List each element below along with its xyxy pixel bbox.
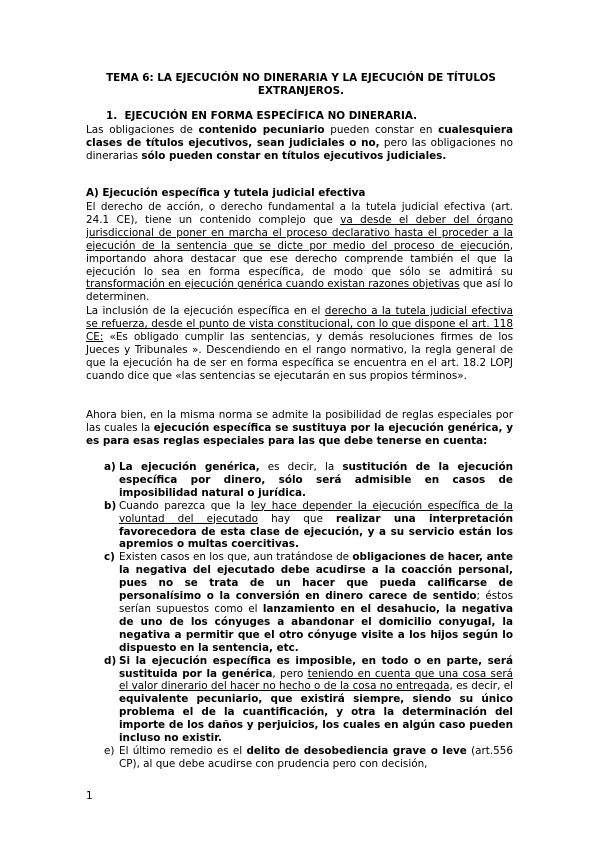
text-run: (art.556 CP), al que debe acudirse con prudencia pero con decisión, xyxy=(119,744,513,770)
bold-run: realizar una interpretación favorecedora de esta clase de ejecución, y a su servicio están los apremios o multas coercitivas. xyxy=(119,512,513,551)
text-run: es decir, la xyxy=(259,461,343,473)
title-line-1: TEMA 6: LA EJECUCIÓN NO DINERARIA Y LA EJECUCIÓN DE TÍTULOS xyxy=(106,72,496,84)
text-run: «Es obligado cumplir las sentencias, y demás resoluciones firmes de los Jueces y Tribunales ». Descendiendo en el rango normativo, la regla general de que la ejecución ha de ser en forma específica se encuentra en el art. 18.2 LOPJ cuando dice que «las sentencias se ejecutarán en sus propios términos». xyxy=(86,330,513,382)
text-run: , es decir, el xyxy=(449,680,513,693)
list-item-c xyxy=(104,551,513,654)
text-run: , pero xyxy=(272,667,308,680)
list-label: a) xyxy=(104,461,116,473)
text-run: El derecho de acción, o derecho fundamental a la tutela judicial efectiva (art. 24.1 CE), tiene un contenido complejo que xyxy=(86,201,513,226)
section-a-paragraph-1 xyxy=(86,201,513,304)
title-line-2: EXTRANJEROS. xyxy=(257,85,345,97)
list-item-e xyxy=(104,745,513,771)
list-item-a xyxy=(104,461,513,500)
page-number: 1 xyxy=(86,790,93,802)
list-label: e) xyxy=(104,744,115,757)
text-run: Las obligaciones de xyxy=(86,124,199,136)
list-label: b) xyxy=(104,499,117,512)
text-run: pero las obligaciones no dinerarias xyxy=(86,136,514,162)
bold-run: lanzamiento en el desahucio, la negativa de uno de los cónyuges a abandonar el domicilio conyugal, la negativa a permitir que el otro cónyuge visite a los hijos según lo dispuesto en la sentencia, etc. xyxy=(119,602,514,654)
section-a-heading: A) Ejecución específica y tutela judicial efectiva xyxy=(86,187,366,199)
text-run: Cuando parezca que la xyxy=(119,499,251,512)
bold-run: obligaciones de hacer, ante la negativa del ejecutado debe acudirse a la coacción personal, pues no se trata de un hacer que pueda calificarse de personalísimo o la conversión en dinero carece de sentido xyxy=(119,551,514,603)
underlined-run: transformación en ejecución genérica cuando existan razones objetivas xyxy=(86,278,460,291)
underlined-run: teniendo en cuenta que una cosa será el valor dinerario del hacer no hecho o de la cosa no entregada xyxy=(119,667,513,693)
list-item-b xyxy=(104,500,513,552)
text-run: La inclusión de la ejecución específica en el xyxy=(86,305,325,317)
list-label: d) xyxy=(104,654,117,667)
rules-list xyxy=(104,461,513,771)
list-label: c) xyxy=(104,551,115,564)
text-run: pueden constar en xyxy=(324,124,439,136)
text-run: Existen casos en los que, aun tratándose de xyxy=(119,551,353,564)
text-run: Ahora bien, en la misma norma se admite la posibilidad de reglas especiales por las cuales la xyxy=(86,409,513,434)
section-1-number: 1. xyxy=(106,110,118,122)
paragraph-special-rules xyxy=(86,409,513,448)
underlined-run: derecho a la tutela judicial efectiva se refuerza, desde el punto de vista constitucional, con lo que dispone el art. 118 CE: xyxy=(86,305,513,343)
list-item-d xyxy=(104,655,513,745)
underlined-run: va desde el deber del órgano jurisdiccional de poner en marcha el proceso declarativo hasta el proceder a la ejecución de la sentencia que se dicte por medio del proceso de ejecución xyxy=(86,213,513,252)
text-run: , importando ahora destacar que ese derecho comprende también el que la ejecución lo sea en forma específica, de modo que sólo se admitirá su xyxy=(86,239,513,278)
bold-run: La ejecución genérica, xyxy=(119,461,260,473)
bold-run: sólo pueden constar en títulos ejecutivos judiciales. xyxy=(141,149,447,162)
section-1-heading xyxy=(106,110,417,123)
bold-run: ejecución específica se sustituya por la ejecución genérica, y es para esas reglas especiales para las que debe tenerse en cuenta: xyxy=(86,421,513,447)
section-1-title: EJECUCIÓN EN FORMA ESPECÍFICA NO DINERARIA. xyxy=(124,110,418,122)
bold-run: Si la ejecución específica es imposible, en todo o en parte, será sustituida por la genérica xyxy=(119,654,513,680)
text-run: El último remedio es el xyxy=(119,744,247,757)
bold-run: delito de desobediencia grave o leve xyxy=(246,744,467,757)
underlined-run: ley hace depender la ejecución específica de la voluntad del ejecutado xyxy=(119,499,513,525)
document-title xyxy=(86,72,516,98)
bold-run: equivalente pecuniario, que existirá siempre, siendo su único problema el de la cuantificación, y otra la determinación del importe de los daños y perjuicios, los cuales en algún caso pueden incluso no existir. xyxy=(119,693,513,745)
text-run: que así lo determinen. xyxy=(86,278,513,304)
bold-run: contenido pecuniario xyxy=(198,124,325,136)
intro-paragraph xyxy=(86,124,513,163)
bold-run: cualesquiera clases de títulos ejecutivos, sean judiciales o no, xyxy=(86,124,514,149)
text-run: ; éstos serían supuestos como el xyxy=(119,590,513,615)
bold-run: sustitución de la ejecución específica por dinero, sólo será admisible en casos de imposibilidad natural o jurídica. xyxy=(119,461,514,499)
text-run: hay que xyxy=(258,512,336,525)
section-a-paragraph-2 xyxy=(86,305,513,382)
